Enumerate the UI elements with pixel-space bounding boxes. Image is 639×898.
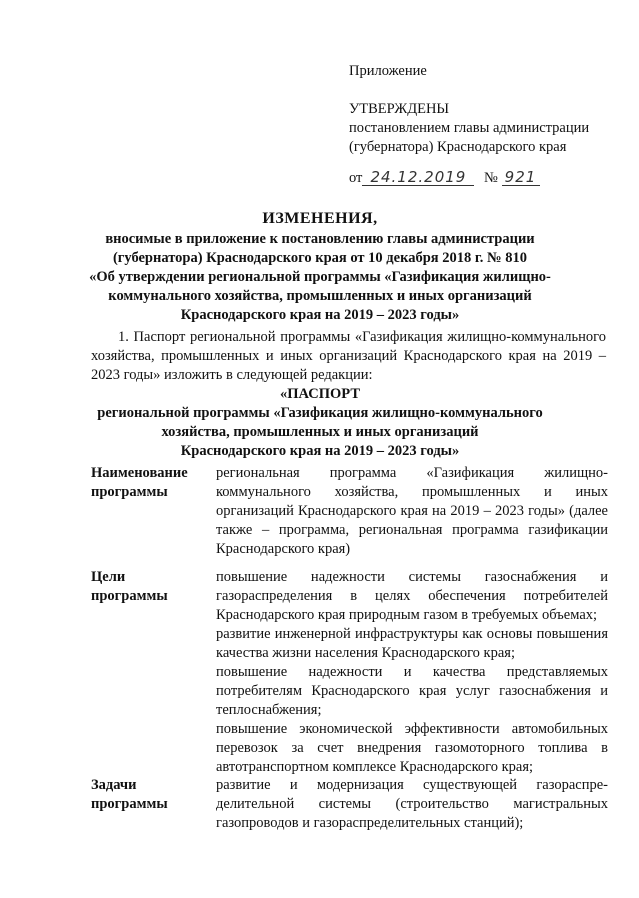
passport-line-1: «ПАСПОРТ: [279, 386, 360, 402]
title-line-3: «Об утверждении региональной программы «Газификация жилищно-: [89, 269, 551, 285]
date-number-line: [349, 169, 619, 188]
title-heading: ИЗМЕНЕНИЯ,: [262, 210, 378, 227]
goal-item-2: развитие инженерной инфраструктуры как основы повышения качества жизни населения Краснодарского края;: [216, 626, 608, 661]
title-line-4: коммунального хозяйства, промышленных и иных организаций: [108, 288, 532, 304]
decree-line-2: (губернатора) Краснодарского края: [349, 139, 567, 155]
row-content-goals: [216, 568, 608, 777]
approval-block: [349, 62, 619, 188]
row-content-name-text: региональная программа «Газификация жилищно-коммунального хозяйства, промышленных и иных организаций Краснодарского края на 2019 – 2023 годы» (далее также – программа, региональная программа газификации Краснодарского края): [216, 465, 608, 557]
passport-line-3: хозяйства, промышленных и иных организаций: [161, 424, 479, 440]
date-prefix: от: [349, 170, 363, 186]
task-item-1: развитие и модернизация существующей газораспре-делительной системы (строительство магистральных газопроводов и газораспределительных станций);: [216, 777, 608, 831]
row-content-tasks: [216, 776, 608, 833]
number-prefix: №: [484, 170, 498, 186]
goal-item-1: повышение надежности системы газоснабжения и газораспределения в целях обеспечения потребителей Краснодарского края природным газом в требуемых объемах;: [216, 569, 608, 623]
decree-line-1: постановлением главы администрации: [349, 120, 590, 136]
passport-heading: [60, 385, 580, 461]
goal-item-3: повышение надежности и качества представляемых потребителям Краснодарского края услуг газоснабжения и теплоснабжения;: [216, 664, 608, 718]
row-label-goals: Цели программы: [91, 569, 168, 604]
title-line-2: (губернатора) Краснодарского края от 10 декабря 2018 г. № 810: [112, 250, 528, 266]
row-content-name: [216, 464, 608, 559]
row-label-name: Наименование программы: [91, 465, 188, 500]
row-label-tasks: Задачи программы: [91, 777, 168, 812]
handwritten-number: 921: [502, 169, 540, 186]
appendix-label: Приложение: [349, 63, 427, 79]
goal-item-4: повышение экономической эффективности автомобильных перевозок за счет внедрения газомоторного топлива в автотранспортном комплексе Краснодарского края;: [216, 721, 608, 775]
paragraph-1-text: 1. Паспорт региональной программы «Газификация жилищно-коммунального хозяйства, промышленных и иных организаций Краснодарского края на 2019 – 2023 годы» изложить в следующей редакции:: [91, 329, 606, 383]
title-line-5: Краснодарского края на 2019 – 2023 годы»: [180, 307, 460, 323]
paragraph-1: [91, 328, 606, 385]
document-title: [60, 208, 580, 325]
passport-line-2: региональной программы «Газификация жилищно-коммунального: [97, 405, 543, 421]
passport-line-4: Краснодарского края на 2019 – 2023 годы»: [180, 443, 460, 459]
handwritten-date: 24.12.2019: [362, 169, 474, 186]
title-line-1: вносимые в приложение к постановлению главы администрации: [105, 231, 535, 247]
approved-label: УТВЕРЖДЕНЫ: [349, 101, 450, 117]
